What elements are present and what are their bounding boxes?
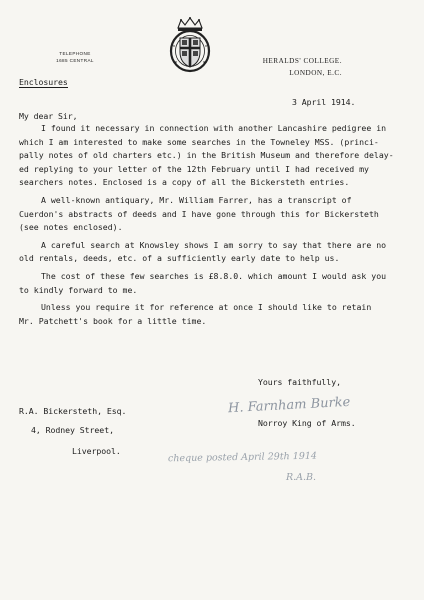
- telephone-label: TELEPHONE: [59, 51, 91, 56]
- handwritten-signature: H. Farnham Burke: [227, 394, 351, 417]
- closing: Yours faithfully,: [258, 377, 341, 387]
- institution-city: LONDON, E.C.: [289, 69, 342, 77]
- recipient-city: Liverpool.: [72, 446, 121, 456]
- letter-body: [19, 122, 409, 328]
- paragraph-3: [19, 239, 409, 266]
- body-line: ed replying to your letter of the 12th February until I had received my: [19, 163, 369, 174]
- body-line: Mr. Patchett's book for a little time.: [19, 315, 207, 326]
- body-line: A well-known antiquary, Mr. William Farrer, has a transcript of: [41, 194, 352, 205]
- body-line: (see notes enclosed).: [19, 222, 123, 233]
- telephone-block: [53, 50, 97, 64]
- enclosures-label: Enclosures: [19, 77, 68, 87]
- paragraph-5: [19, 301, 409, 328]
- paragraph-2: [19, 194, 409, 235]
- body-line: Unless you require it for reference at once I should like to retain: [41, 302, 372, 313]
- body-line: old rentals, deeds, etc. of a sufficiently early date to help us.: [19, 253, 340, 264]
- body-line: I found it necessary in connection with another Lancashire pedigree in: [41, 123, 387, 133]
- signatory-title: Norroy King of Arms.: [258, 418, 356, 428]
- body-line: Cuerdon's abstracts of deeds and I have gone through this for Bickersteth: [19, 208, 379, 219]
- body-line: pally notes of old charters etc.) in the British Museum and therefore delay-: [19, 150, 394, 161]
- letter-date: 3 April 1914.: [292, 97, 356, 107]
- recipient-name: R.A. Bickersteth, Esq.: [19, 406, 127, 416]
- body-line: to kindly forward to me.: [19, 284, 138, 295]
- paragraph-1: [19, 122, 409, 190]
- body-line: which I am interested to make some searches in the Towneley MSS. (princi-: [19, 136, 379, 147]
- institution-name: HERALDS' COLLEGE.: [262, 57, 342, 65]
- body-line: The cost of these few searches is £8.8.0. which amount I would ask you: [41, 270, 387, 281]
- coat-of-arms-icon: [168, 16, 212, 74]
- recipient-street: 4, Rodney Street,: [31, 425, 114, 435]
- handwritten-note-line1: cheque posted April 29th 1914: [167, 450, 318, 465]
- handwritten-note-line2: R.A.B.: [286, 472, 317, 483]
- body-line: A careful search at Knowsley shows I am sorry to say that there are no: [41, 239, 387, 250]
- paragraph-4: [19, 270, 409, 297]
- telephone-number: 1685 CENTRAL: [56, 58, 94, 63]
- letterhead-address: [263, 55, 342, 79]
- salutation: My dear Sir,: [19, 111, 78, 121]
- body-line: searchers notes. Enclosed is a copy of all the Bickersteth entries.: [19, 177, 350, 188]
